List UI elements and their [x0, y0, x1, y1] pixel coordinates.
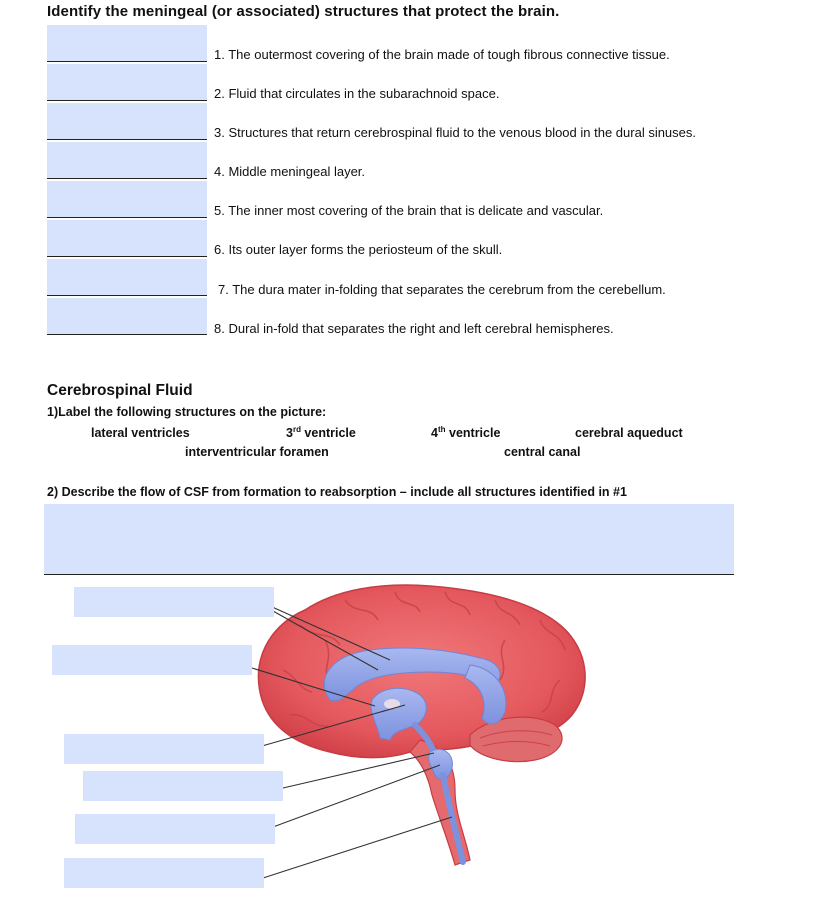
- question-8: 8. Dural in-fold that separates the right and left cerebral hemispheres.: [214, 321, 614, 336]
- term-central-canal: central canal: [504, 445, 581, 459]
- question-7: 7. The dura mater in-folding that separates the cerebrum from the cerebellum.: [218, 282, 666, 297]
- diagram-label-box-5[interactable]: [75, 814, 275, 844]
- diagram-label-box-2[interactable]: [52, 645, 252, 675]
- label-instruction: 1)Label the following structures on the picture:: [47, 405, 327, 419]
- flow-instruction: 2) Describe the flow of CSF from formation to reabsorption – include all structures identified in #1: [47, 485, 627, 499]
- question-3: 3. Structures that return cerebrospinal fluid to the venous blood in the dural sinuses.: [214, 125, 697, 140]
- term-third-ventricle: 3rd ventricle: [286, 424, 356, 440]
- question-1: 1. The outermost covering of the brain made of tough fibrous connective tissue.: [214, 47, 670, 62]
- diagram-label-box-1[interactable]: [74, 587, 274, 617]
- question-5: 5. The inner most covering of the brain that is delicate and vascular.: [214, 203, 604, 218]
- diagram-label-box-6[interactable]: [64, 858, 264, 888]
- term-fourth-ventricle: 4th ventricle: [431, 424, 501, 440]
- diagram-label-box-3[interactable]: [64, 734, 264, 764]
- page-title: Identify the meningeal (or associated) structures that protect the brain.: [47, 3, 560, 20]
- csf-heading: Cerebrospinal Fluid: [47, 382, 193, 399]
- term-cerebral-aqueduct: cerebral aqueduct: [575, 426, 683, 440]
- term-interventricular-foramen: interventricular foramen: [185, 445, 329, 459]
- diagram-label-box-4[interactable]: [83, 771, 283, 801]
- question-4: 4. Middle meningeal layer.: [214, 164, 366, 179]
- question-6: 6. Its outer layer forms the periosteum of the skull.: [214, 242, 503, 257]
- question-2: 2. Fluid that circulates in the subarachnoid space.: [214, 86, 500, 101]
- term-lateral-ventricles: lateral ventricles: [91, 426, 190, 440]
